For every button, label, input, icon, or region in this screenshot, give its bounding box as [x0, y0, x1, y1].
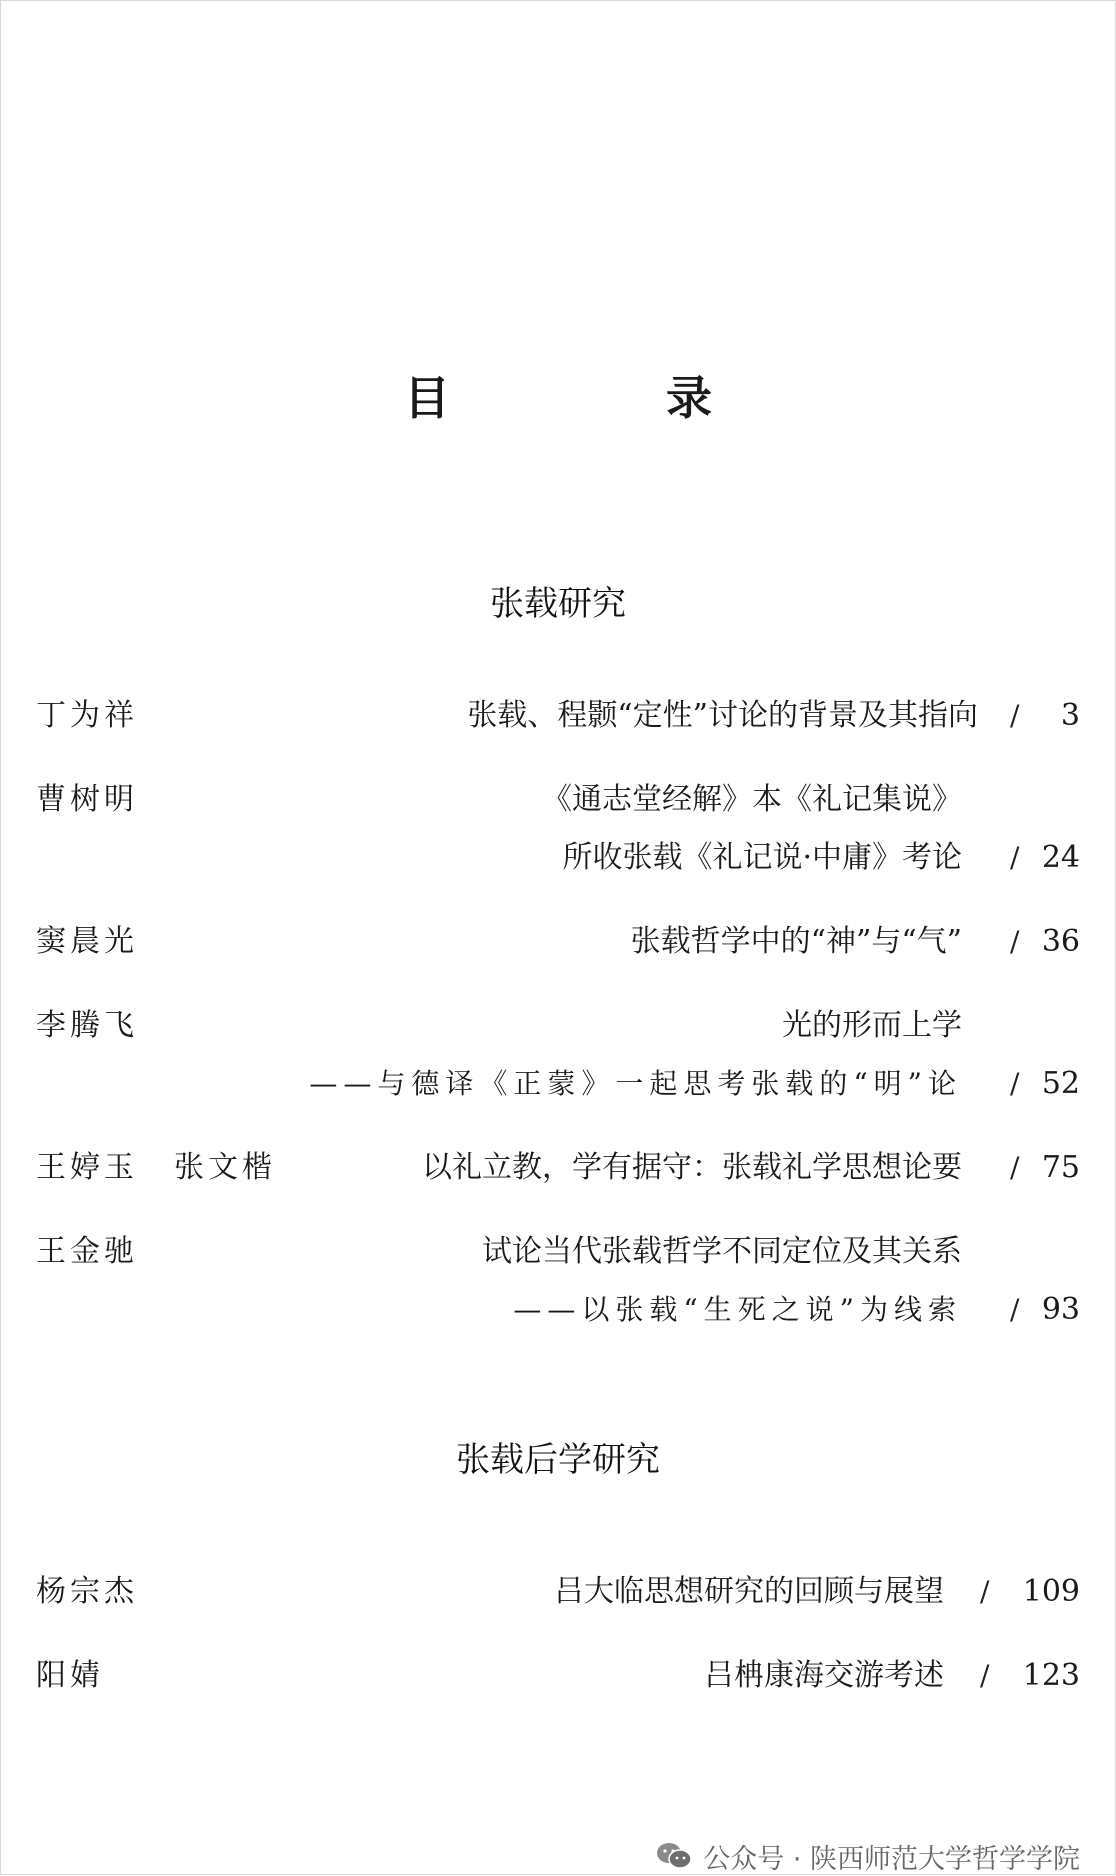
separator: /: [980, 1659, 990, 1692]
entry-title-line2: 所收张载《礼记说·中庸》考论: [562, 840, 962, 875]
entry-subtitle: ——以张载“生死之说”为线索: [513, 1293, 962, 1326]
page-number: 24: [1041, 840, 1080, 875]
toc-entry[interactable]: [0, 1006, 1116, 1046]
entry-title: 吕大临思想研究的回顾与展望: [554, 1574, 944, 1609]
watermark-text: 公众号 · 陕西师范大学哲学学院: [703, 1843, 1080, 1875]
entry-title: 光的形而上学: [782, 1008, 962, 1043]
separator: /: [1010, 699, 1020, 732]
toc-entry-continuation[interactable]: [0, 1064, 1116, 1104]
entry-title: 吕柟康海交游考述: [704, 1658, 944, 1693]
entry-title: 试论当代张载哲学不同定位及其关系: [482, 1234, 962, 1269]
page-number: 36: [1041, 924, 1080, 959]
separator: /: [1010, 1067, 1020, 1100]
watermark: [655, 1838, 1080, 1874]
author-name: 王婷玉: [36, 1150, 138, 1185]
toc-entry[interactable]: [0, 1572, 1116, 1612]
page-number: 109: [1022, 1574, 1080, 1609]
separator: /: [1010, 1293, 1020, 1326]
toc-entry-continuation[interactable]: [0, 1290, 1116, 1330]
page-title: 目 录: [403, 371, 812, 425]
author-name: 杨宗杰: [36, 1574, 138, 1609]
entry-title: 张载、程颢“定性”讨论的背景及其指向: [467, 698, 978, 733]
toc-entry[interactable]: [0, 1148, 1116, 1188]
page-number: 52: [1041, 1066, 1080, 1101]
page-number: 93: [1041, 1292, 1080, 1327]
page-number: 75: [1041, 1150, 1080, 1185]
wechat-icon: [655, 1841, 693, 1871]
section-heading-zhangzai-later: 张载后学研究: [456, 1440, 660, 1480]
separator: /: [1010, 1151, 1020, 1184]
author-name-second: 张文楷: [174, 1150, 276, 1185]
separator: /: [1010, 925, 1020, 958]
author-name: 阳婧: [36, 1658, 104, 1693]
separator: /: [980, 1575, 990, 1608]
author-name: 丁为祥: [36, 698, 138, 733]
page-number: 123: [1022, 1658, 1080, 1693]
toc-entry[interactable]: [0, 1656, 1116, 1696]
toc-entry[interactable]: [0, 696, 1116, 736]
entry-title: 以礼立教，学有据守：张载礼学思想论要: [422, 1150, 962, 1185]
entry-title: 《通志堂经解》本《礼记集说》: [542, 782, 962, 817]
page-number: 3: [1060, 698, 1080, 733]
entry-subtitle: ——与德译《正蒙》一起思考张载的“明”论: [309, 1067, 962, 1100]
toc-entry[interactable]: [0, 780, 1116, 820]
author-name: 曹树明: [36, 782, 138, 817]
toc-entry[interactable]: [0, 1232, 1116, 1272]
toc-entry[interactable]: [0, 922, 1116, 962]
toc-entry-continuation[interactable]: [0, 838, 1116, 878]
separator: /: [1010, 841, 1020, 874]
author-name: 窦晨光: [36, 924, 138, 959]
author-name: 李腾飞: [36, 1008, 138, 1043]
entry-title: 张载哲学中的“神”与“气”: [630, 924, 962, 959]
author-name: 王金驰: [36, 1234, 138, 1269]
section-heading-zhangzai: 张载研究: [490, 584, 626, 624]
